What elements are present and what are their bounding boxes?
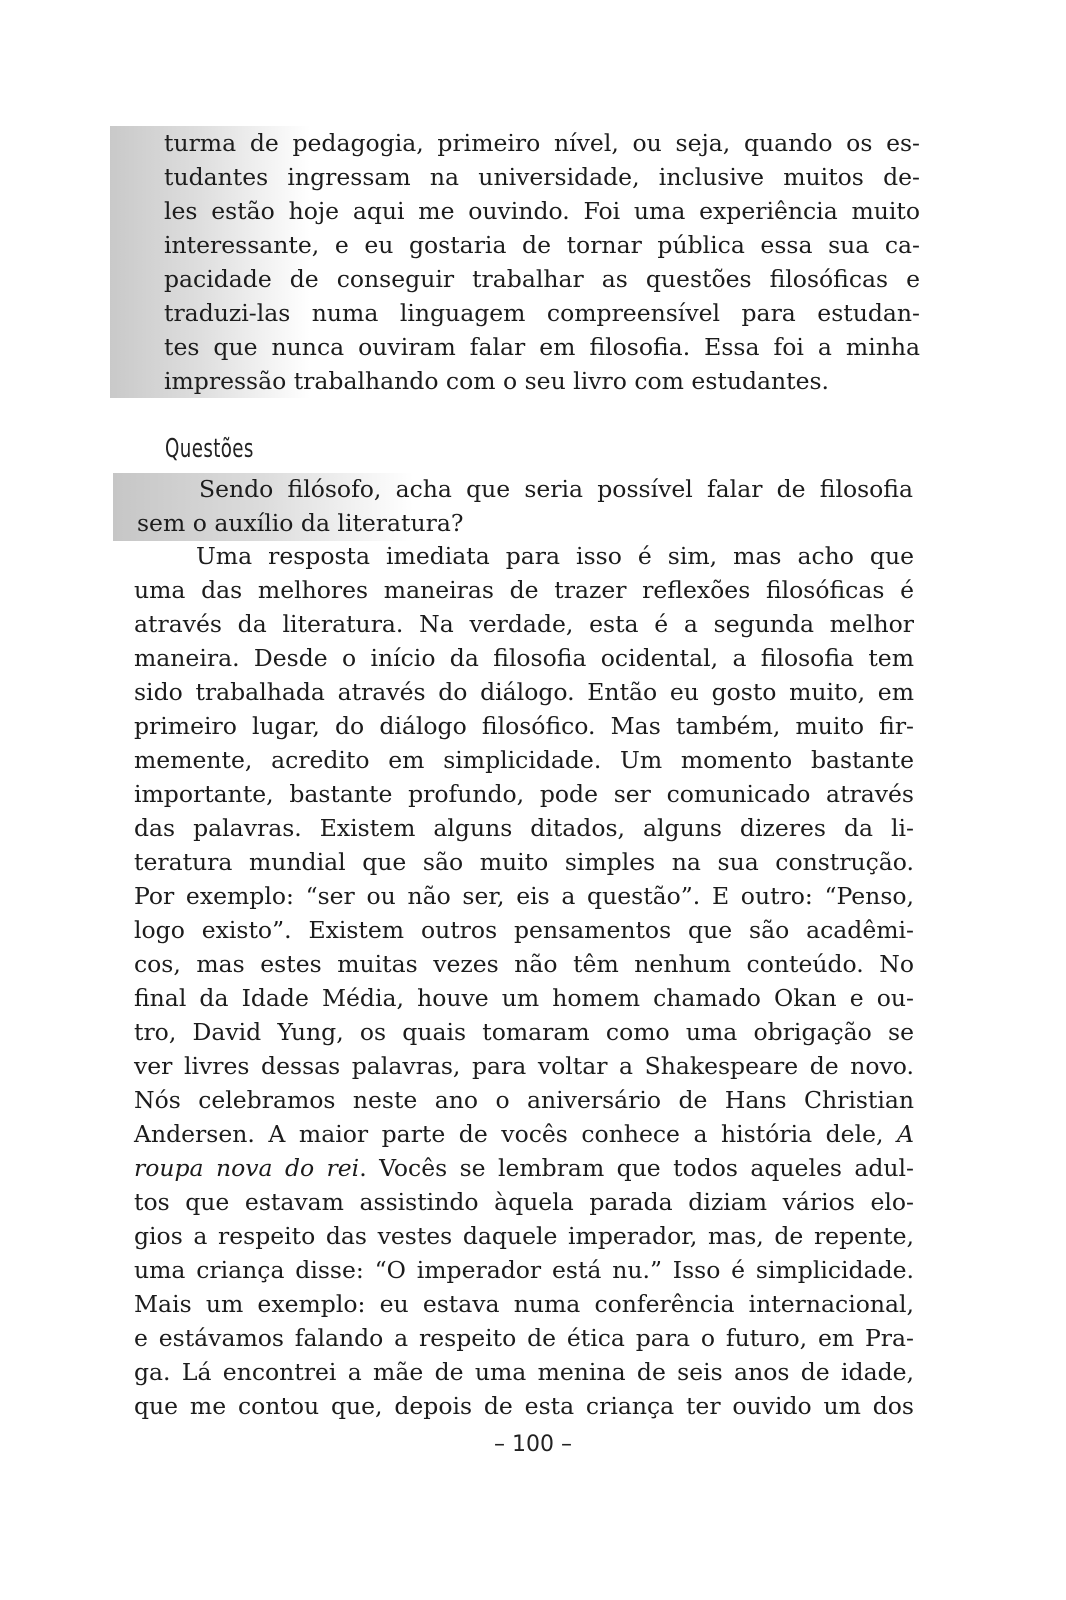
text-line: através da literatura. Na verdade, esta é a segunda melhor — [134, 610, 914, 638]
answer-paragraph — [134, 539, 914, 1423]
text-line: final da Idade Média, houve um homem chamado Okan e ou- — [134, 984, 914, 1012]
text-line: ver livres dessas palavras, para voltar a Shakespeare de novo. — [134, 1052, 914, 1080]
text-line: cos, mas estes muitas vezes não têm nenhum conteúdo. No — [134, 950, 914, 978]
page-number: – 100 – — [494, 1432, 572, 1457]
book-title-italic: A — [897, 1120, 914, 1148]
text-line: Nós celebramos neste ano o aniversário de Hans Christian — [134, 1086, 914, 1114]
text-line: les estão hoje aqui me ouvindo. Foi uma experiência muito — [164, 197, 920, 225]
text-line — [134, 1151, 914, 1185]
text-line: interessante, e eu gostaria de tornar pública essa sua ca- — [164, 231, 920, 259]
text-line: gios a respeito das vestes daquele imperador, mas, de repente, — [134, 1222, 914, 1250]
text-line: primeiro lugar, do diálogo filosófico. Mas também, muito fir- — [134, 712, 914, 740]
text-line: tes que nunca ouviram falar em filosofia. Essa foi a minha — [164, 333, 920, 361]
text-line: logo existo”. Existem outros pensamentos que são acadêmi- — [134, 916, 914, 944]
text-line: impressão trabalhando com o seu livro com estudantes. — [164, 367, 830, 395]
text-line: uma das melhores maneiras de trazer reflexões filosóficas é — [134, 576, 914, 604]
text-line: tos que estavam assistindo àquela parada diziam vários elo- — [134, 1188, 914, 1216]
book-title-italic: roupa nova do rei — [134, 1154, 360, 1182]
text-line: sem o auxílio da literatura? — [137, 509, 464, 537]
text-line: turma de pedagogia, primeiro nível, ou seja, quando os es- — [164, 129, 920, 157]
text-line: tro, David Yung, os quais tomaram como uma obrigação se — [134, 1018, 914, 1046]
text-line: maneira. Desde o início da filosofia ocidental, a filosofia tem — [134, 644, 914, 672]
text-line: Mais um exemplo: eu estava numa conferência internacional, — [134, 1290, 914, 1318]
text-line: importante, bastante profundo, pode ser comunicado através — [134, 780, 914, 808]
text-line: Uma resposta imediata para isso é sim, mas acho que — [196, 542, 914, 570]
text-line: tudantes ingressam na universidade, inclusive muitos de- — [164, 163, 920, 191]
section-heading: Questões — [165, 434, 254, 464]
text-line: sido trabalhada através do diálogo. Então eu gosto muito, em — [134, 678, 914, 706]
text-line: Por exemplo: “ser ou não ser, eis a questão”. E outro: “Penso, — [134, 882, 914, 910]
text-line: pacidade de conseguir trabalhar as questões filosóficas e — [164, 265, 920, 293]
text-line — [134, 1117, 914, 1151]
text-line: traduzi-las numa linguagem compreensível para estudan- — [164, 299, 920, 327]
text-line: Sendo filósofo, acha que seria possível falar de filosofia — [199, 475, 913, 503]
top-paragraph — [164, 126, 920, 398]
question-paragraph — [137, 472, 913, 540]
text-line: e estávamos falando a respeito de ética para o futuro, em Pra- — [134, 1324, 914, 1352]
text-line: memente, acredito em simplicidade. Um momento bastante — [134, 746, 914, 774]
text-segment: Andersen. A maior parte de vocês conhece a história dele, — [134, 1120, 898, 1148]
text-line: ga. Lá encontrei a mãe de uma menina de seis anos de idade, — [134, 1358, 914, 1386]
text-line: teratura mundial que são muito simples na sua construção. — [134, 848, 914, 876]
text-line: das palavras. Existem alguns ditados, alguns dizeres da li- — [134, 814, 914, 842]
text-line: uma criança disse: “O imperador está nu.” Isso é simplicidade. — [134, 1256, 914, 1284]
text-segment: . Vocês se lembram que todos aqueles adul- — [359, 1154, 914, 1182]
text-line: que me contou que, depois de esta criança ter ouvido um dos — [134, 1392, 914, 1420]
